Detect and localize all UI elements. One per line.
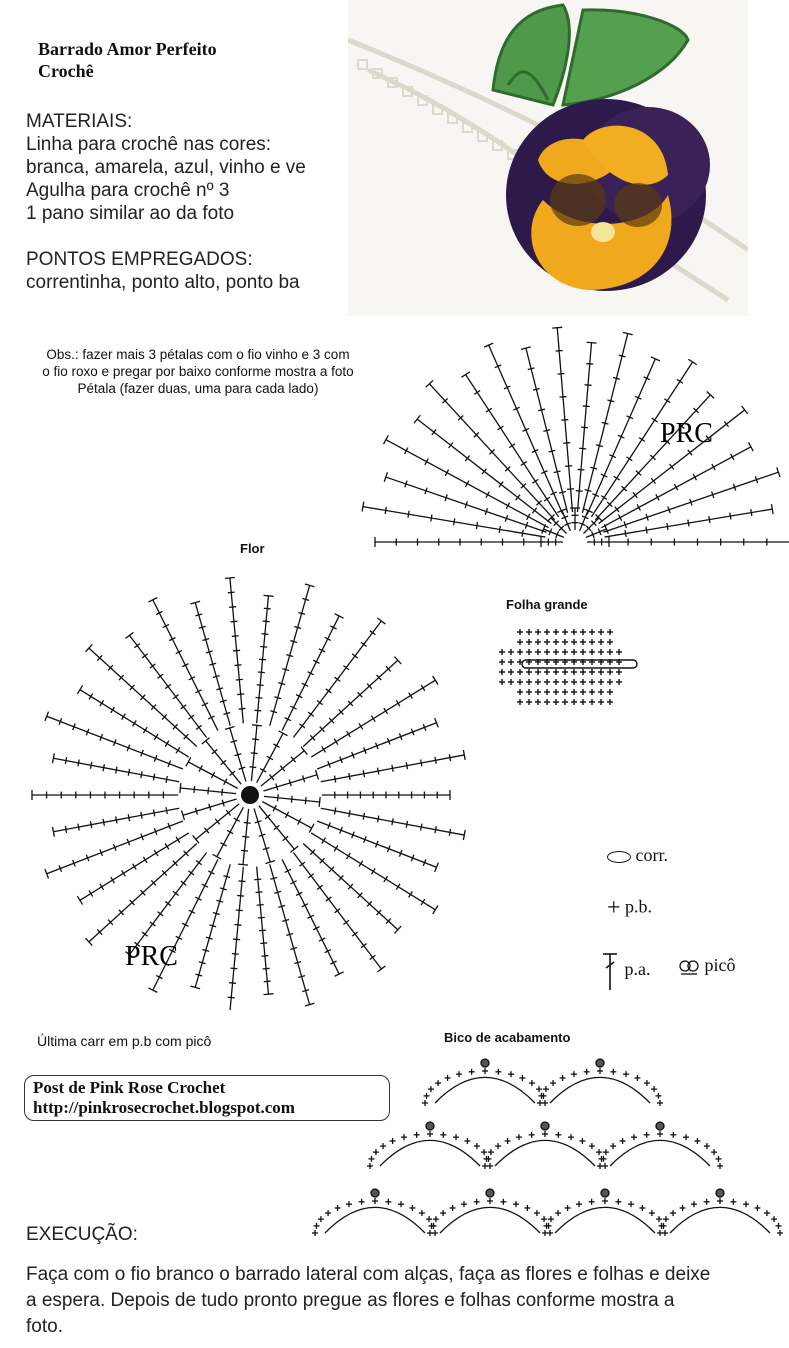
- materials-line: branca, amarela, azul, vinho e ve: [26, 157, 306, 178]
- obs-line: Obs.: fazer mais 3 pétalas com o fio vinho e 3 com: [46, 347, 350, 362]
- legend-pico: [678, 955, 736, 977]
- single-crochet-symbol-icon: +: [607, 895, 621, 921]
- execution-heading: EXECUÇÃO:: [26, 1224, 138, 1245]
- petal-diagram: [330, 320, 789, 560]
- title-line-2: Crochê: [38, 61, 94, 81]
- flower-center-ring: [241, 786, 259, 804]
- last-row-note: Última carr em p.b com picô: [37, 1033, 212, 1049]
- double-crochet-symbol-icon: [600, 950, 620, 992]
- stitches-heading: PONTOS EMPREGADOS:: [26, 249, 253, 270]
- picot-symbol-icon: [678, 957, 700, 977]
- leaf-label: Folha grande: [506, 597, 588, 612]
- legend-corr-label: corr.: [635, 845, 668, 865]
- legend-pa-label: p.a.: [624, 959, 651, 980]
- credit-box: [24, 1075, 390, 1121]
- chain-symbol-icon: [607, 851, 631, 863]
- page-title: [38, 38, 217, 82]
- materials-line: Agulha para crochê nº 3: [26, 180, 230, 201]
- materials-heading: MATERIAIS:: [26, 111, 133, 132]
- legend-pico-label: picô: [704, 955, 736, 975]
- petal-watermark: PRC: [660, 418, 713, 449]
- legend-pa: [600, 950, 651, 992]
- materials-line: 1 pano similar ao da foto: [26, 203, 235, 224]
- flower-label: Flor: [240, 541, 265, 556]
- flower-watermark: PRC: [125, 941, 178, 972]
- credit-url[interactable]: http://pinkrosecrochet.blogspot.com: [33, 1098, 295, 1117]
- execution-text: Faça com o fio branco o barrado lateral com alças, faça as flores e folhas e deixe a espera. Depois de tudo pronto pregue as flores e folhas conforme mostra a foto.: [26, 1264, 711, 1337]
- credit-title: Post de Pink Rose Crochet: [33, 1078, 226, 1097]
- materials-line: Linha para crochê nas cores:: [26, 134, 272, 155]
- legend-pb: [607, 895, 652, 922]
- title-line-1: Barrado Amor Perfeito: [38, 39, 217, 59]
- obs-line: o fio roxo e pregar por baixo conforme mostra a foto: [42, 364, 354, 379]
- leaf-diagram: [488, 622, 648, 717]
- materials-section: [26, 110, 306, 294]
- stitches-line: correntinha, ponto alto, ponto ba: [26, 272, 300, 293]
- petal-instructions: Pétala (fazer duas, uma para cada lado): [77, 381, 319, 396]
- legend-pb-label: p.b.: [625, 896, 653, 917]
- edging-label: Bico de acabamento: [444, 1030, 571, 1045]
- pansy-photo: [348, 0, 748, 316]
- legend-corr: [607, 845, 668, 866]
- flower-diagram: [20, 570, 490, 1010]
